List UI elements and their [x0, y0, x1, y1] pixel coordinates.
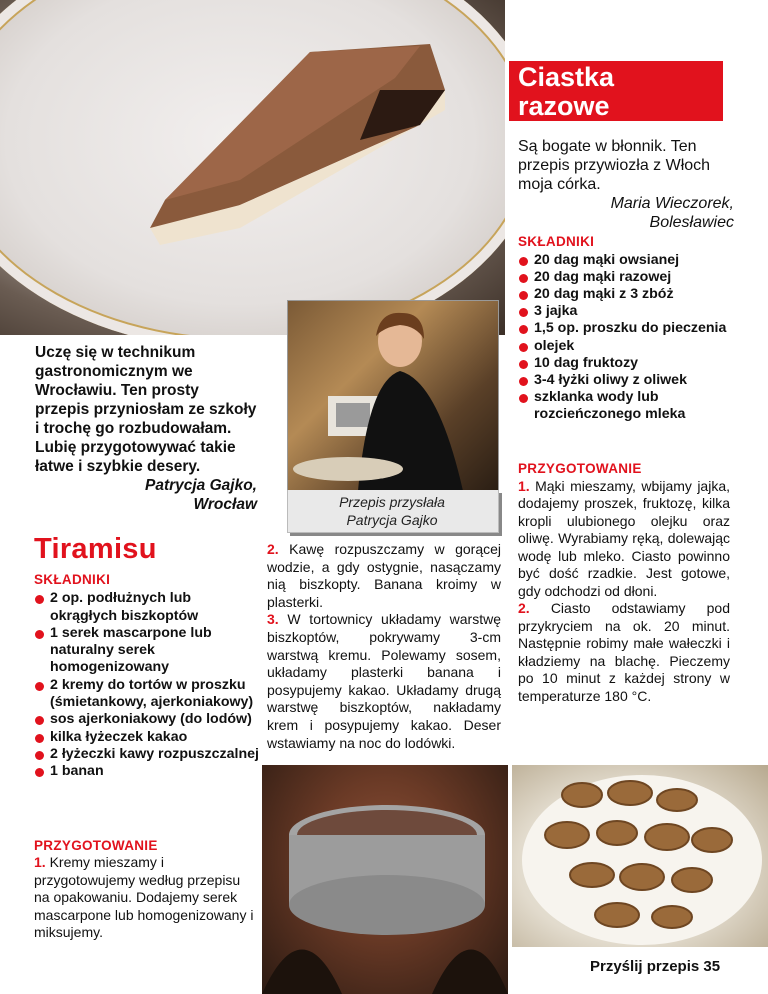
step-number: 2. [267, 541, 279, 557]
step-number: 3. [267, 611, 279, 628]
ciastka-preparation [518, 460, 730, 705]
tiramisu-intro [35, 343, 257, 514]
ingredient-item: szklanka wody lub rozcieńczonego mleka [518, 389, 750, 423]
tiramisu-tin-photo [262, 765, 508, 994]
ingredient-item: 2 łyżeczki kawy rozpuszczalnej [34, 746, 262, 763]
cook-illustration [288, 301, 498, 491]
cook-portrait-photo [287, 300, 499, 492]
title-line-1: Ciastka [518, 62, 615, 92]
caption-line-2: Patrycja Gajko [346, 512, 438, 528]
author-name: Maria Wieczorek, [610, 195, 734, 212]
ingredient-item: kilka łyżeczek kakao [34, 729, 262, 746]
preparation-heading: PRZYGOTOWANIE [34, 838, 158, 853]
ingredient-item: sos ajerkoniakowy (do lodów) [34, 711, 262, 728]
ingredients-heading: SKŁADNIKI [34, 572, 111, 587]
ingredient-item: 1,5 op. proszku do pieczenia [518, 320, 750, 337]
ingredients-list [34, 590, 262, 780]
tiramisu-ingredients [34, 571, 262, 781]
tiramisu-preparation [34, 837, 256, 941]
ingredient-item: 20 dag mąki z 3 zbóż [518, 286, 750, 303]
ingredient-item: 20 dag mąki razowej [518, 269, 750, 286]
preparation-heading: PRZYGOTOWANIE [518, 461, 642, 476]
step-text: Mąki mieszamy, wbijamy jajka, dodajemy proszek, fruktozę, kilka kropli ulubionego olejku oraz oliwę. Wyrabiamy ręką, dolewając wodę lub mleko. Ciasto powinno być dość rzadkie. Jest gotowe, gdy odchodzi od dłoni. [518, 477, 731, 599]
cake-slice-illustration [0, 0, 505, 335]
prep-step-3 [267, 611, 501, 752]
step-number: 1. [34, 854, 46, 871]
recipe-title-ciastka [518, 63, 614, 121]
author-city: Bolesławiec [649, 214, 734, 231]
recipe-title-tiramisu: Tiramisu [34, 533, 157, 565]
cookies-photo [512, 765, 768, 947]
step-text: Kremy mieszamy i przygotowujemy według przepisu na opakowaniu. Dodajemy serek mascarpone lub homogenizowany i miksujemy. [34, 854, 254, 941]
ingredient-item: 20 dag mąki owsianej [518, 252, 750, 269]
ingredient-item: 3 jajka [518, 303, 750, 320]
prep-step-1 [518, 478, 730, 601]
prep-step-1 [34, 854, 256, 941]
ingredients-heading: SKŁADNIKI [518, 234, 595, 249]
ingredient-item: olejek [518, 338, 750, 355]
photo-caption [287, 490, 497, 529]
intro-text: Uczę się w technikum gastronomicznym we Wrocławiu. Ten prosty przepis przyniosłam ze szkoły i trochę go rozbudowałam. Lubię przygotowywać takie łatwe i szybkie desery. [35, 344, 257, 475]
ingredient-item: 10 dag fruktozy [518, 355, 750, 372]
step-number: 2. [518, 600, 530, 616]
caption-line-1: Przepis przysłała [339, 494, 445, 510]
ingredient-item: 2 kremy do tortów w proszku (śmietankowy, ajerkoniakowy) [34, 677, 262, 712]
tin-illustration [262, 765, 508, 994]
ingredient-item: 1 serek mascarpone lub naturalny serek homogenizowany [34, 625, 262, 677]
ingredient-item: 2 op. podłużnych lub okrągłych biszkoptów [34, 590, 262, 625]
author-city: Wrocław [193, 496, 257, 513]
tiramisu-preparation-continued [267, 541, 501, 752]
ciastka-ingredients [518, 233, 750, 423]
step-number: 1. [518, 477, 530, 494]
step-text: Ciasto odstawiamy pod przykryciem na ok. 20 minut. Następnie robimy małe wałeczki i kładziemy na blachę. Pieczemy po 10 minut z każdej strony w temperaturze 180 °C. [518, 600, 730, 704]
ingredient-item: 1 banan [34, 763, 262, 780]
intro-text: Są bogate w błonnik. Ten przepis przywiozła z Włoch moja córka. [518, 138, 711, 193]
title-line-2: razowe [518, 91, 610, 121]
tiramisu-slice-photo [0, 0, 505, 335]
cookies-illustration [512, 765, 768, 947]
ingredients-list [518, 252, 750, 423]
step-text: W tortownicy układamy warstwę biszkoptów, pokrywamy 3-cm warstwą kremu. Polewamy sosem, układamy plasterki banana i posypujemy kakao. Układamy drugą warstwę biszkoptów, nakładamy krem i posypujemy kakao. Deser wstawiamy na noc do lodówki. [267, 611, 501, 751]
step-text: Kawę rozpuszczamy w gorącej wodzie, a gdy ostygnie, nasączamy nią biszkopty. Banana kroimy w plasterki. [267, 541, 502, 610]
author-name: Patrycja Gajko, [144, 477, 257, 494]
prep-step-2 [518, 600, 730, 705]
ingredient-item: 3-4 łyżki oliwy z oliwek [518, 372, 750, 389]
prep-step-2 [267, 541, 501, 611]
page-footer: Przyślij przepis 35 [590, 958, 721, 975]
ciastka-intro [518, 137, 734, 232]
